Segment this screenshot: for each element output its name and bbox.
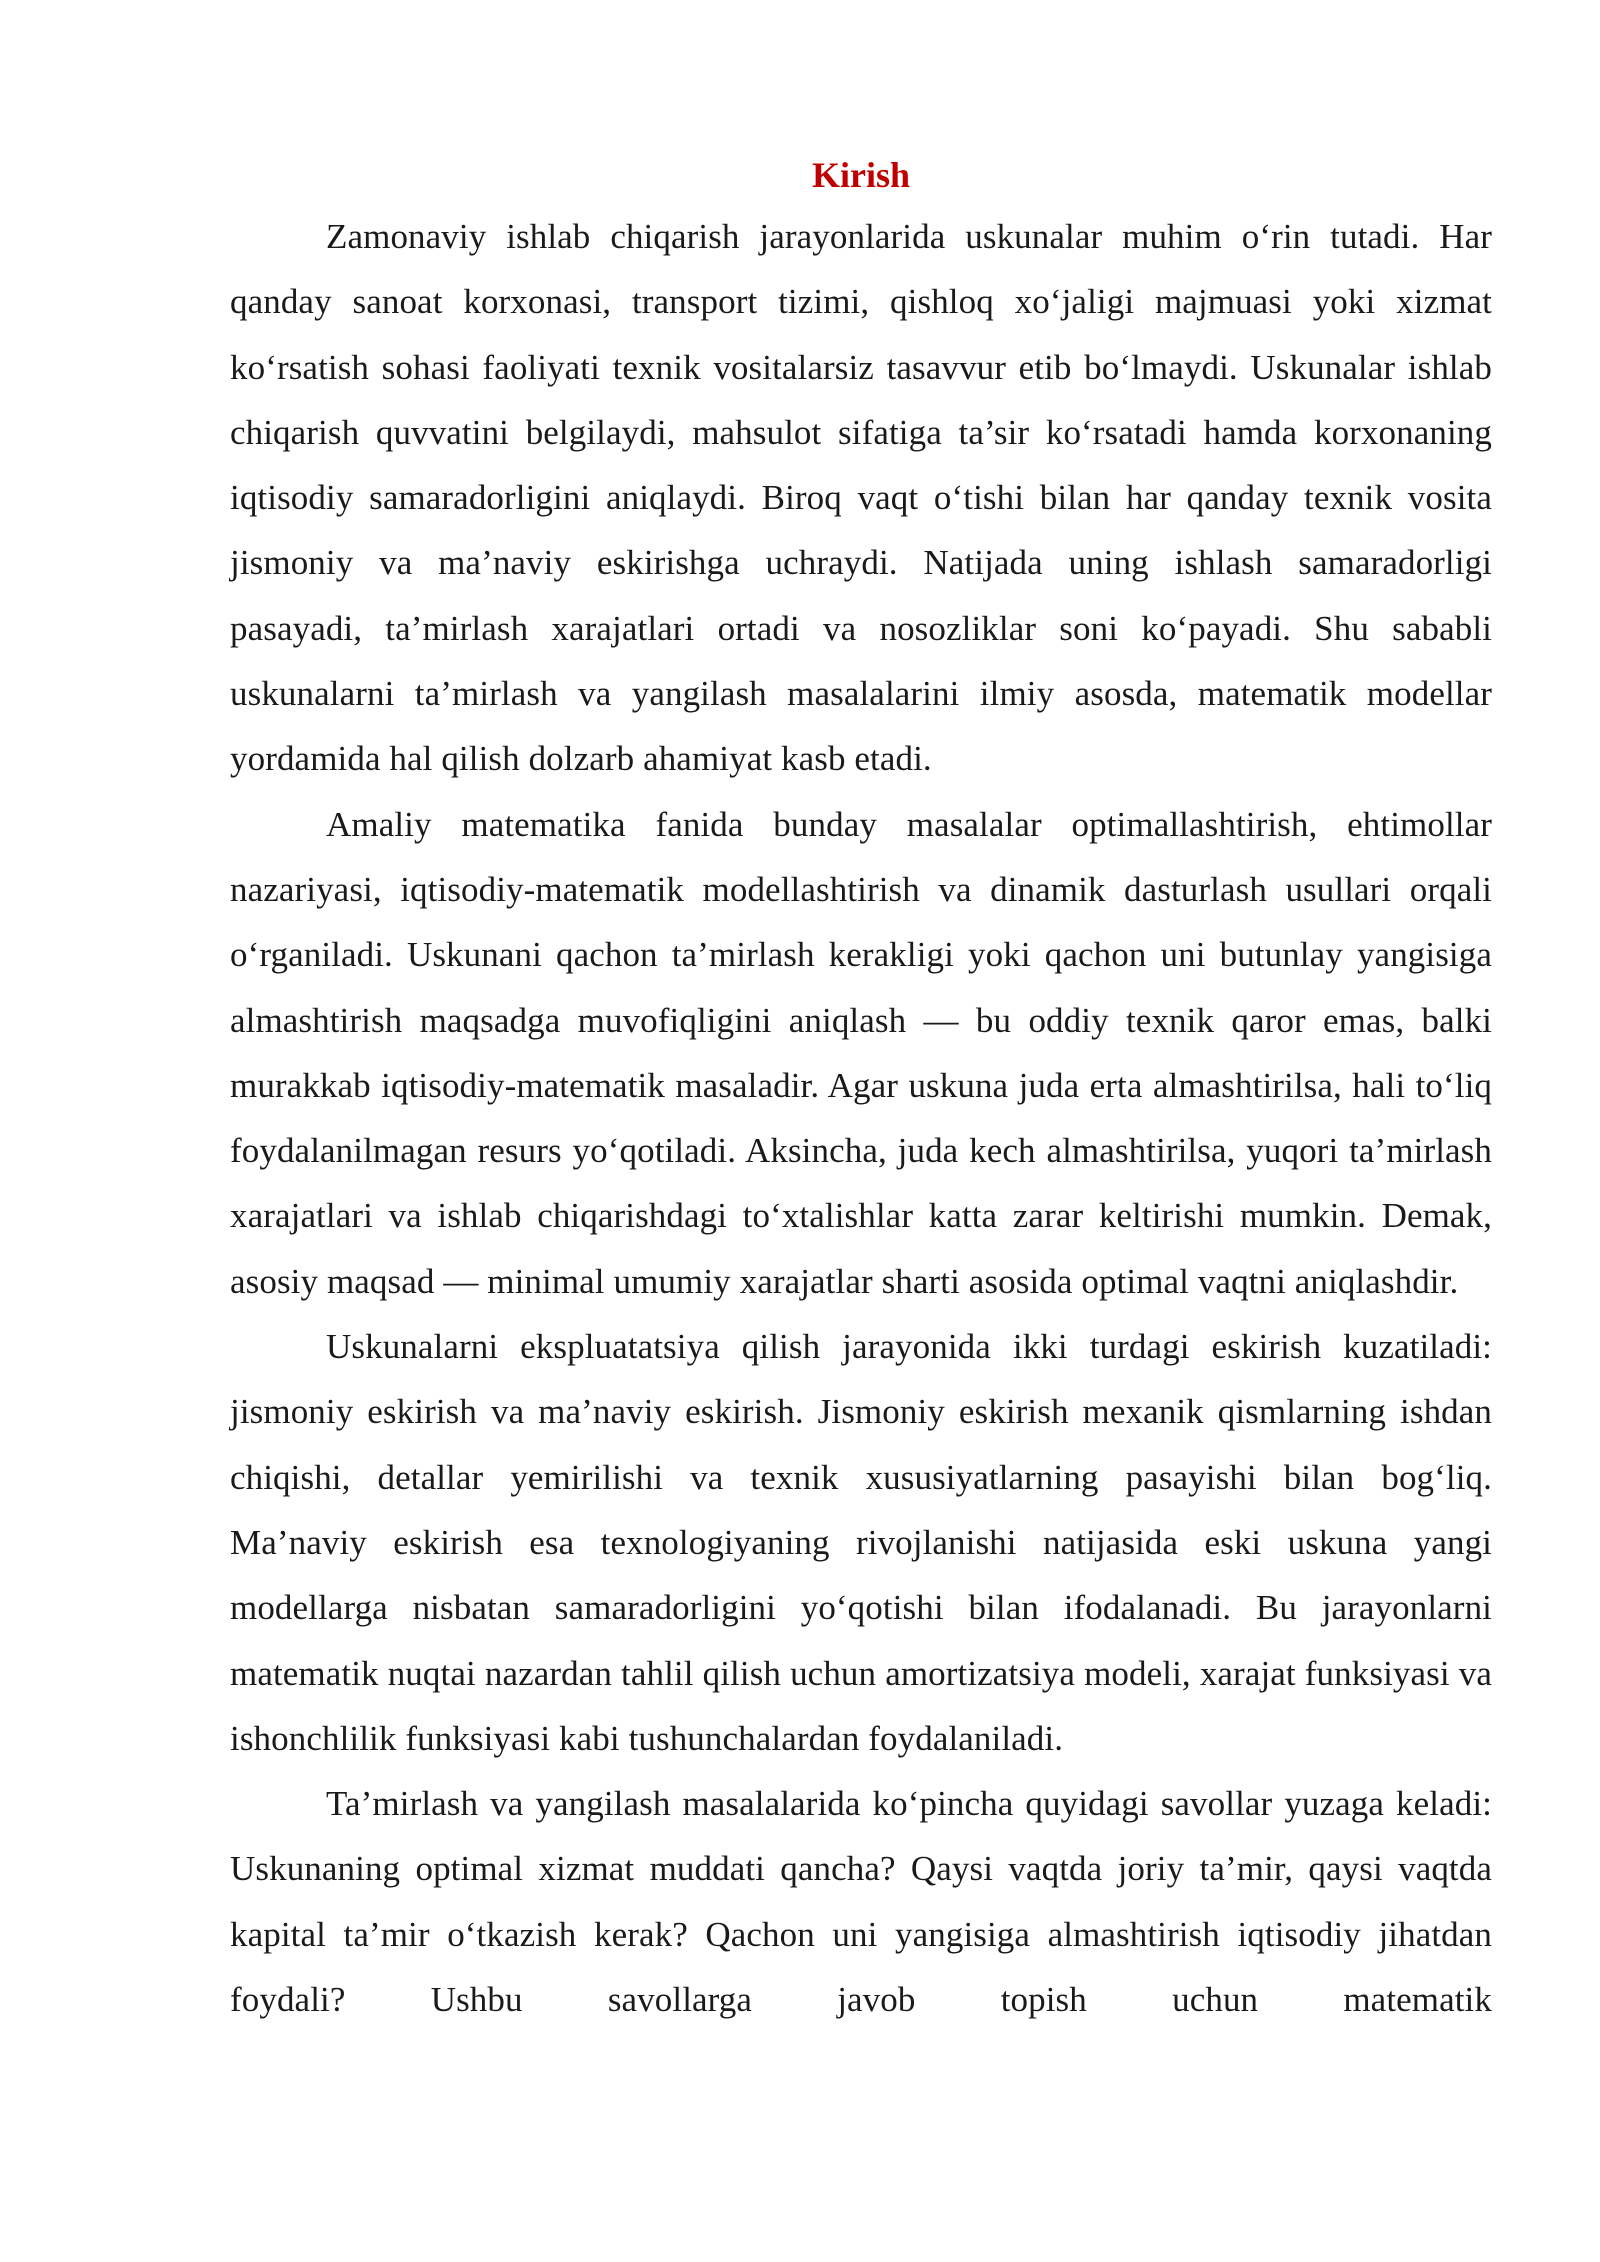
document-body (230, 150, 1492, 2032)
paragraph-1: Zamonaviy ishlab chiqarish jarayonlarida uskunalar muhim o‘rin tutadi. Har qanday sanoat korxonasi, transport tizimi, qishloq xo‘jaligi majmuasi yoki xizmat ko‘rsatish sohasi faoliyati texnik vositalarsiz tasavvur etib bo‘lmaydi. Uskunalar ishlab chiqarish quvvatini belgilaydi, mahsulot sifatiga ta’sir ko‘rsatadi hamda korxonaning iqtisodiy samaradorligini aniqlaydi. Biroq vaqt o‘tishi bilan har qanday texnik vosita jismoniy va ma’naviy eskirishga uchraydi. Natijada uning ishlash samaradorligi pasayadi, ta’mirlash xarajatlari ortadi va nosozliklar soni ko‘payadi. Shu sababli uskunalarni ta’mirlash va yangilash masalalarini ilmiy asosda, matematik modellar yordamida hal qilish dolzarb ahamiyat kasb etadi. (230, 217, 1492, 779)
paragraph-2: Amaliy matematika fanida bunday masalalar optimallashtirish, ehtimollar nazariyasi, iqtisodiy-matematik modellashtirish va dinamik dasturlash usullari orqali o‘rganiladi. Uskunani qachon ta’mirlash kerakligi yoki qachon uni butunlay yangisiga almashtirish maqsadga muvofiqligini aniqlash — bu oddiy texnik qaror emas, balki murakkab iqtisodiy-matematik masaladir. Agar uskuna juda erta almashtirilsa, hali to‘liq foydalanilmagan resurs yo‘qotiladi. Aksincha, juda kech almashtirilsa, yuqori ta’mirlash xarajatlari va ishlab chiqarishdagi to‘xtalishlar katta zarar keltirishi mumkin. Demak, asosiy maqsad — minimal umumiy xarajatlar sharti asosida optimal vaqtni aniqlashdir. (230, 804, 1492, 1301)
paragraph-3: Uskunalarni ekspluatatsiya qilish jarayonida ikki turdagi eskirish kuzatiladi: jismoniy eskirish va ma’naviy eskirish. Jismoniy eskirish mexanik qismlarning ishdan chiqishi, detallar yemirilishi va texnik xususiyatlarning pasayishi bilan bog‘liq. Ma’naviy eskirish esa texnologiyaning rivojlanishi natijasida eski uskuna yangi modellarga nisbatan samaradorligini yo‘qotishi bilan ifodalanadi. Bu jarayonlarni matematik nuqtai nazardan tahlil qilish uchun amortizatsiya modeli, xarajat funksiyasi va ishonchlilik funksiyasi kabi tushunchalardan foydalaniladi. (230, 1327, 1492, 1758)
section-title: Kirish (811, 155, 910, 195)
paragraph-4: Ta’mirlash va yangilash masalalarida ko‘pincha quyidagi savollar yuzaga keladi: Uskunaning optimal xizmat muddati qancha? Qaysi vaqtda joriy ta’mir, qaysi vaqtda kapital ta’mir o‘tkazish kerak? Qachon uni yangisiga almashtirish iqtisodiy jihatdan foydali? Ushbu savollarga javob topish uchun matematik (230, 1784, 1492, 2020)
